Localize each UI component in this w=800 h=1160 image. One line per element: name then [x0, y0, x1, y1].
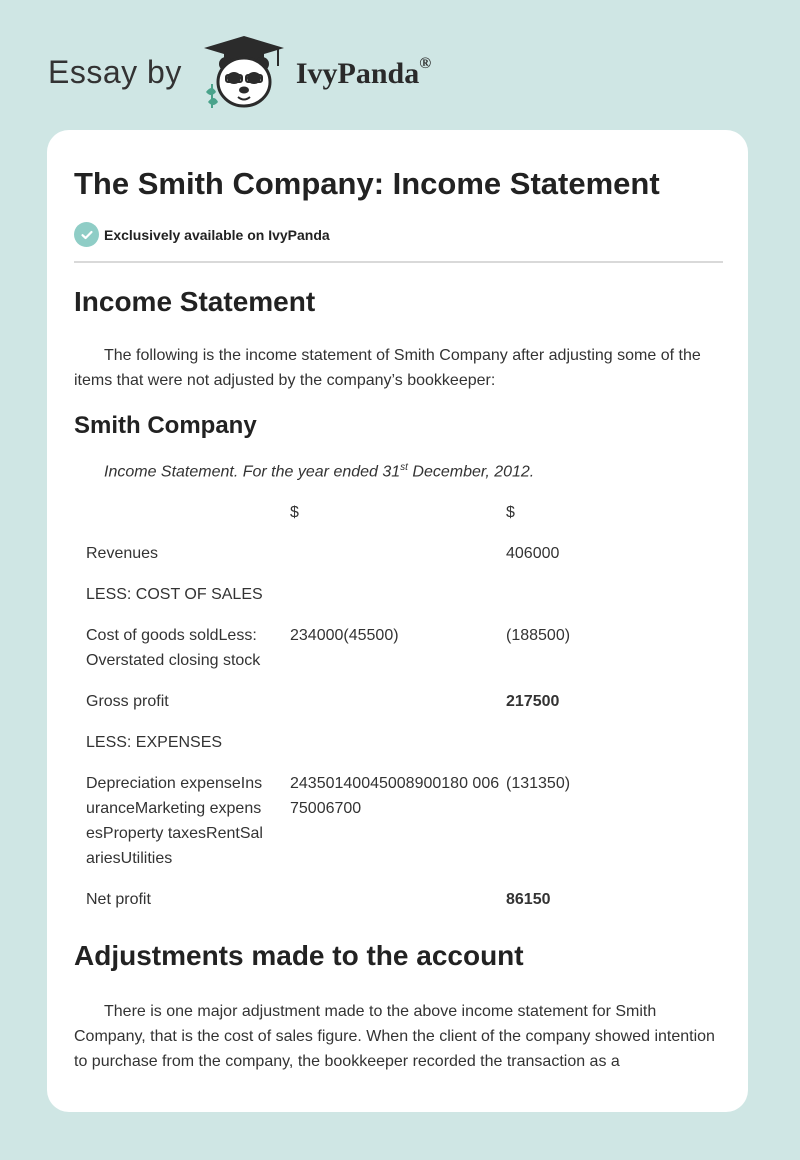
statement-caption: Income Statement. For the year ended 31st December, 2012.	[104, 462, 535, 481]
badge-text: Exclusively available on IvyPanda	[104, 226, 330, 243]
check-circle-icon	[74, 222, 99, 247]
table-row	[74, 582, 734, 607]
adjustments-paragraph: There is one major adjustment made to the above income statement for Smith Company, that is the cost of sales figure. When the client of the company showed intention to purchase from the company, the bookkeeper recorded the transaction as a	[74, 1003, 715, 1070]
row-label: Net profit	[86, 891, 151, 908]
row-detail: 24350140045008900180 00675006700	[290, 775, 500, 817]
title-divider	[74, 261, 723, 263]
row-label: Gross profit	[86, 693, 169, 710]
table-row	[74, 887, 734, 912]
row-amount	[506, 730, 706, 755]
income-statement-table	[74, 500, 734, 928]
row-detail: 234000(45500)	[290, 627, 399, 644]
table-row	[74, 771, 734, 871]
row-label: Revenues	[86, 545, 159, 562]
site-header	[48, 34, 431, 110]
row-detail	[290, 582, 506, 607]
essay-by-label: Essay by	[48, 53, 182, 90]
table-header-row	[74, 500, 734, 525]
row-label: Depreciation expenseInsuranceMarketing expensesProperty taxesRentSalariesUtilities	[86, 775, 263, 867]
table-header-cell: $	[290, 504, 299, 521]
table-row	[74, 689, 734, 714]
registered-mark: ®	[419, 55, 432, 72]
article-card	[47, 130, 748, 1112]
row-label: LESS: EXPENSES	[86, 734, 223, 751]
row-amount: 217500	[506, 693, 560, 710]
section-heading-income-statement: Income Statement	[74, 286, 316, 317]
row-amount	[506, 582, 706, 607]
row-label: LESS: COST OF SALES	[86, 586, 263, 603]
table-header-cell	[74, 500, 290, 525]
table-row	[74, 730, 734, 755]
page-title: The Smith Company: Income Statement	[74, 166, 660, 201]
row-amount: 86150	[506, 891, 551, 908]
ivypanda-logo-icon[interactable]	[196, 34, 292, 110]
row-amount: 406000	[506, 545, 560, 562]
row-detail	[290, 730, 506, 755]
brand-name[interactable]: IvyPanda®	[295, 55, 432, 90]
table-row	[74, 541, 734, 566]
exclusive-badge	[74, 222, 330, 247]
row-detail	[290, 887, 506, 912]
table-header-cell: $	[506, 504, 515, 521]
row-detail	[290, 689, 506, 714]
table-row	[74, 623, 734, 673]
row-amount: (188500)	[506, 627, 571, 644]
company-heading: Smith Company	[74, 412, 257, 439]
row-amount: (131350)	[506, 775, 571, 792]
section-heading-adjustments: Adjustments made to the account	[74, 940, 524, 971]
row-detail	[290, 541, 506, 566]
row-label: Cost of goods soldLess: Overstated closing stock	[86, 627, 261, 669]
intro-paragraph: The following is the income statement of Smith Company after adjusting some of the items that were not adjusted by the company’s bookkeeper:	[74, 347, 701, 389]
